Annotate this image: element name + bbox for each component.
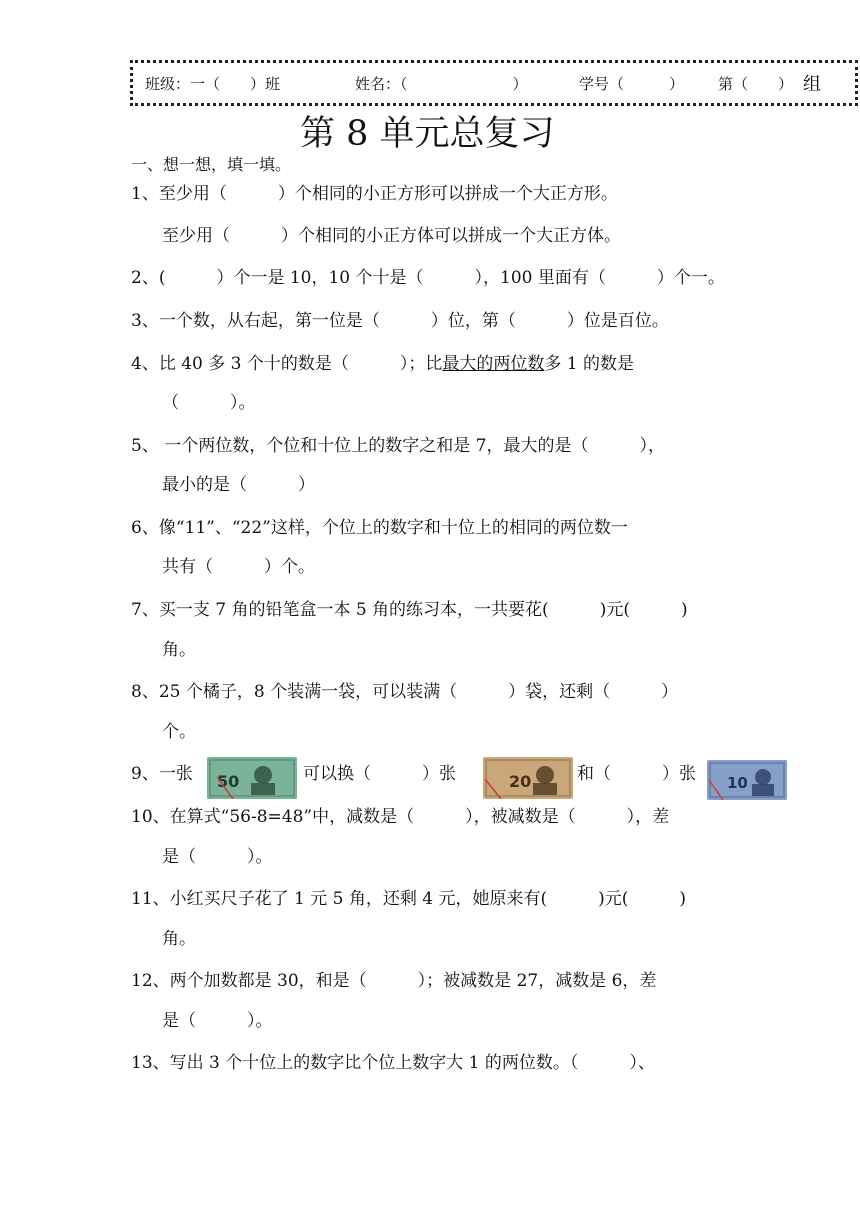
svg-text:50: 50 (217, 772, 240, 791)
question-4-line-2: （ ）。 (162, 393, 256, 413)
question-4-text: 4、比 40 多 3 个十的数是（ ）；比 (131, 354, 443, 374)
class-field: 班级：一（ ）班 (145, 75, 281, 93)
svg-text:10: 10 (727, 774, 748, 792)
banknote-50-image (207, 757, 297, 799)
question-10: 10、在算式“56-8=48”中，减数是（ ），被减数是（ ），差 (131, 807, 670, 827)
question-10-line-2: 是（ ）。 (162, 847, 273, 867)
question-5: 5、 一个两位数，个位和十位上的数字之和是 7，最大的是（ ）， (131, 436, 665, 456)
question-8: 8、25 个橘子，8 个装满一袋，可以装满（ ）袋，还剩（ ） (131, 682, 679, 702)
question-8-line-2: 个。 (162, 722, 196, 742)
question-7: 7、买一支 7 角的铅笔盒一本 5 角的练习本，一共要花( )元( ) (131, 600, 688, 620)
group-field: 第（ ） (718, 75, 794, 93)
student-info-box (130, 60, 858, 106)
question-9-start: 9、一张 (131, 764, 193, 784)
question-6-line-2: 共有（ ）个。 (162, 557, 315, 577)
question-3: 3、一个数，从右起，第一位是（ ）位，第（ ）位是百位。 (131, 311, 669, 331)
question-9-end: 和（ ）张 (577, 764, 696, 784)
question-13: 13、写出 3 个十位上的数字比个位上数字大 1 的两位数。（ ）、 (131, 1053, 655, 1073)
student-id-field: 学号（ ） (579, 75, 685, 93)
question-1a: 1、至少用（ ）个相同的小正方形可以拼成一个大正方形。 (131, 184, 618, 204)
page-title: 第 8 单元总复习 (300, 114, 555, 154)
group-suffix: 组 (803, 74, 821, 95)
question-9-middle: 可以换（ ）张 (303, 764, 456, 784)
question-7-line-2: 角。 (162, 640, 196, 660)
question-12: 12、两个加数都是 30，和是（ ）；被减数是 27，减数是 6，差 (131, 971, 657, 991)
banknote-20-image (483, 757, 573, 799)
question-11: 11、小红买尺子花了 1 元 5 角，还剩 4 元，她原来有( )元( ) (131, 889, 687, 909)
question-6: 6、像“11”、“22”这样，个位上的数字和十位上的相同的两位数一 (131, 518, 628, 538)
question-4-underlined: 最大的两位数 (442, 354, 545, 374)
question-11-line-2: 角。 (162, 929, 196, 949)
question-5-line-2: 最小的是（ ） (162, 475, 315, 495)
name-field: 姓名：（ ） (355, 75, 528, 93)
question-4 (131, 353, 634, 375)
question-2: 2、( ）个一是 10，10 个十是（ ），100 里面有（ ）个一。 (131, 268, 725, 288)
question-12-line-2: 是（ ）。 (162, 1011, 273, 1031)
svg-text:20: 20 (509, 772, 532, 791)
banknote-10-image (707, 760, 787, 800)
question-1b: 至少用（ ）个相同的小正方体可以拼成一个大正方体。 (162, 226, 621, 246)
question-4-tail: 多 1 的数是 (544, 354, 635, 374)
section-heading: 一、想一想，填一填。 (131, 155, 292, 174)
